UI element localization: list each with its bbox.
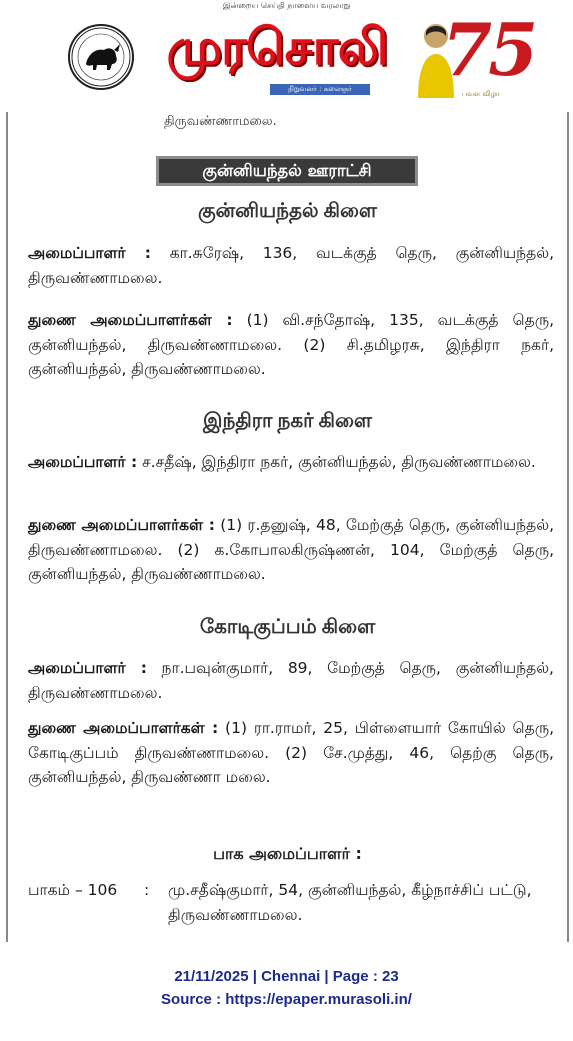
deputy-label: துணை அமைப்பாளர்கள் : [28, 311, 233, 329]
deputy-text: (1) ரா.ராமர், 25, பிள்ளையார் கோயில் தெரு, கோடிகுப்பம் திருவண்ணாமலை. (2) சே.முத்து, 46, தெற்கு தெரு, குன்னியந்தல், திருவண்ணா மலை. [28, 719, 554, 786]
deputy-text: (1) வி.சந்தோஷ், 135, வடக்குத் தெரு, குன்னியந்தல், திருவண்ணாமலை. (2) சி.தமிழரசு, இந்திரா நகர், குன்னியந்தல், திருவண்ணாமலை. [28, 311, 554, 378]
deputy-text: (1) ர.தனுஷ், 48, மேற்குத் தெரு, குன்னியந்தல், திருவண்ணாமலை. (2) க.கோபாலகிருஷ்ணன், 104, மேற்குத் தெரு, குன்னியந்தல், திருவண்ணாமலை. [28, 516, 554, 583]
deputy-paragraph [28, 716, 554, 790]
branch-heading: குன்னியந்தல் கிளை [198, 200, 377, 222]
anniversary-caption: பவள விழா [462, 90, 500, 98]
anniversary-badge [414, 7, 535, 108]
organizer-paragraph [28, 241, 554, 290]
masthead [0, 0, 573, 112]
deputy-label: துணை அமைப்பாளர்கள் : [28, 719, 219, 737]
footer-source-link[interactable]: Source : https://epaper.murasoli.in/ [161, 991, 412, 1008]
organizer-text: ச.சதீஷ், இந்திரா நகர், குன்னியந்தல், திருவண்ணாமலை. [142, 453, 536, 471]
organizer-paragraph [28, 656, 554, 705]
masthead-logo: முரசொலி [166, 18, 388, 76]
masthead-tagline: இன்றைய செய்தி நாளைய வரலாறு [222, 1, 351, 10]
organizer-label: அமைப்பாளர் : [28, 453, 138, 471]
organizer-paragraph [28, 450, 554, 475]
section-banner: குன்னியந்தல் ஊராட்சி [156, 156, 418, 186]
branch-heading: கோடிகுப்பம் கிளை [199, 616, 376, 638]
organizer-label: அமைப்பாளர் : [28, 659, 147, 677]
organizer-text: நா.பவுன்குமார், 89, மேற்குத் தெரு, குன்னியந்தல், திருவண்ணாமலை. [28, 659, 554, 702]
deputy-paragraph [28, 308, 554, 382]
deputy-paragraph [28, 513, 554, 587]
article-body [6, 112, 569, 942]
cutoff-line: திருவண்ணாமலை. [164, 114, 277, 129]
anniversary-number: 75 [442, 7, 535, 92]
organizer-label: அமைப்பாளர் : [28, 244, 151, 262]
footer-date-line: 21/11/2025 | Chennai | Page : 23 [174, 968, 399, 985]
branch-heading: இந்திரா நகர் கிளை [203, 410, 372, 432]
ward-heading: பாக அமைப்பாளர் : [213, 844, 362, 863]
ward-number: பாகம் – 106 [28, 881, 118, 899]
deputy-label: துணை அமைப்பாளர்கள் : [28, 516, 215, 534]
masthead-subtitle: நிறுவனர் : கலைஞர் மு.கருணாநிதி [270, 84, 370, 95]
ward-separator: : [144, 881, 150, 899]
ward-text: மு.சதீஷ்குமார், 54, குன்னியந்தல், கீழ்நாச்சிப் பட்டு, திருவண்ணாமலை. [168, 881, 532, 924]
organizer-text: கா.சுரேஷ், 136, வடக்குத் தெரு, குன்னியந்தல், திருவண்ணாமலை. [28, 244, 554, 287]
party-emblem-icon [68, 24, 134, 90]
